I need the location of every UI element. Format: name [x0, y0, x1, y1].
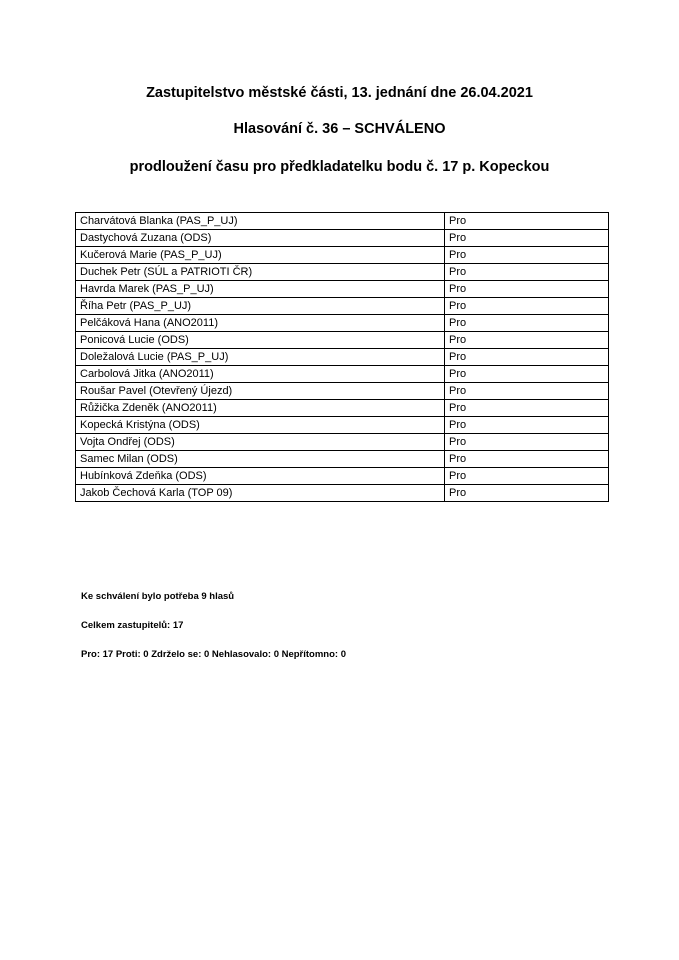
member-name: Pelčáková Hana (ANO2011)	[76, 315, 445, 332]
table-row	[76, 298, 609, 315]
vote-title: Hlasování č. 36 – SCHVÁLENO	[233, 121, 446, 137]
table-row	[76, 281, 609, 298]
member-vote: Pro	[445, 213, 609, 230]
member-vote: Pro	[445, 281, 609, 298]
member-vote: Pro	[445, 468, 609, 485]
member-vote: Pro	[445, 417, 609, 434]
member-name: Jakob Čechová Karla (TOP 09)	[76, 485, 445, 502]
member-name: Vojta Ondřej (ODS)	[76, 434, 445, 451]
table-row	[76, 349, 609, 366]
member-name: Carbolová Jitka (ANO2011)	[76, 366, 445, 383]
member-vote: Pro	[445, 349, 609, 366]
vote-subject: prodloužení času pro předkladatelku bodu č. 17 p. Kopeckou	[129, 159, 550, 175]
total-members-note: Celkem zastupitelů: 17	[81, 620, 184, 631]
member-name: Duchek Petr (SÚL a PATRIOTI ČR)	[76, 264, 445, 281]
member-vote: Pro	[445, 298, 609, 315]
member-name: Roušar Pavel (Otevřený Újezd)	[76, 383, 445, 400]
table-row	[76, 315, 609, 332]
member-name: Charvátová Blanka (PAS_P_UJ)	[76, 213, 445, 230]
table-row	[76, 230, 609, 247]
table-row	[76, 485, 609, 502]
member-name: Hubínková Zdeňka (ODS)	[76, 468, 445, 485]
table-row	[76, 451, 609, 468]
member-vote: Pro	[445, 485, 609, 502]
member-vote: Pro	[445, 247, 609, 264]
table-row	[76, 332, 609, 349]
table-row	[76, 366, 609, 383]
member-name: Dastychová Zuzana (ODS)	[76, 230, 445, 247]
table-row	[76, 417, 609, 434]
member-name: Doležalová Lucie (PAS_P_UJ)	[76, 349, 445, 366]
member-name: Růžička Zdeněk (ANO2011)	[76, 400, 445, 417]
table-row	[76, 434, 609, 451]
table-row	[76, 264, 609, 281]
member-name: Havrda Marek (PAS_P_UJ)	[76, 281, 445, 298]
member-vote: Pro	[445, 400, 609, 417]
votes-table	[75, 212, 609, 502]
table-row	[76, 468, 609, 485]
table-row	[76, 247, 609, 264]
member-vote: Pro	[445, 366, 609, 383]
table-row	[76, 383, 609, 400]
member-vote: Pro	[445, 315, 609, 332]
member-vote: Pro	[445, 383, 609, 400]
member-vote: Pro	[445, 264, 609, 281]
meeting-title: Zastupitelstvo městské části, 13. jednání dne 26.04.2021	[146, 85, 533, 101]
table-row	[76, 213, 609, 230]
member-vote: Pro	[445, 434, 609, 451]
member-name: Kučerová Marie (PAS_P_UJ)	[76, 247, 445, 264]
member-name: Kopecká Kristýna (ODS)	[76, 417, 445, 434]
member-vote: Pro	[445, 230, 609, 247]
member-name: Říha Petr (PAS_P_UJ)	[76, 298, 445, 315]
member-name: Ponicová Lucie (ODS)	[76, 332, 445, 349]
member-name: Samec Milan (ODS)	[76, 451, 445, 468]
member-vote: Pro	[445, 332, 609, 349]
vote-results-summary: Pro: 17 Proti: 0 Zdrželo se: 0 Nehlasovalo: 0 Nepřítomno: 0	[81, 649, 347, 660]
member-vote: Pro	[445, 451, 609, 468]
table-row	[76, 400, 609, 417]
required-votes-note: Ke schválení bylo potřeba 9 hlasů	[81, 591, 235, 602]
